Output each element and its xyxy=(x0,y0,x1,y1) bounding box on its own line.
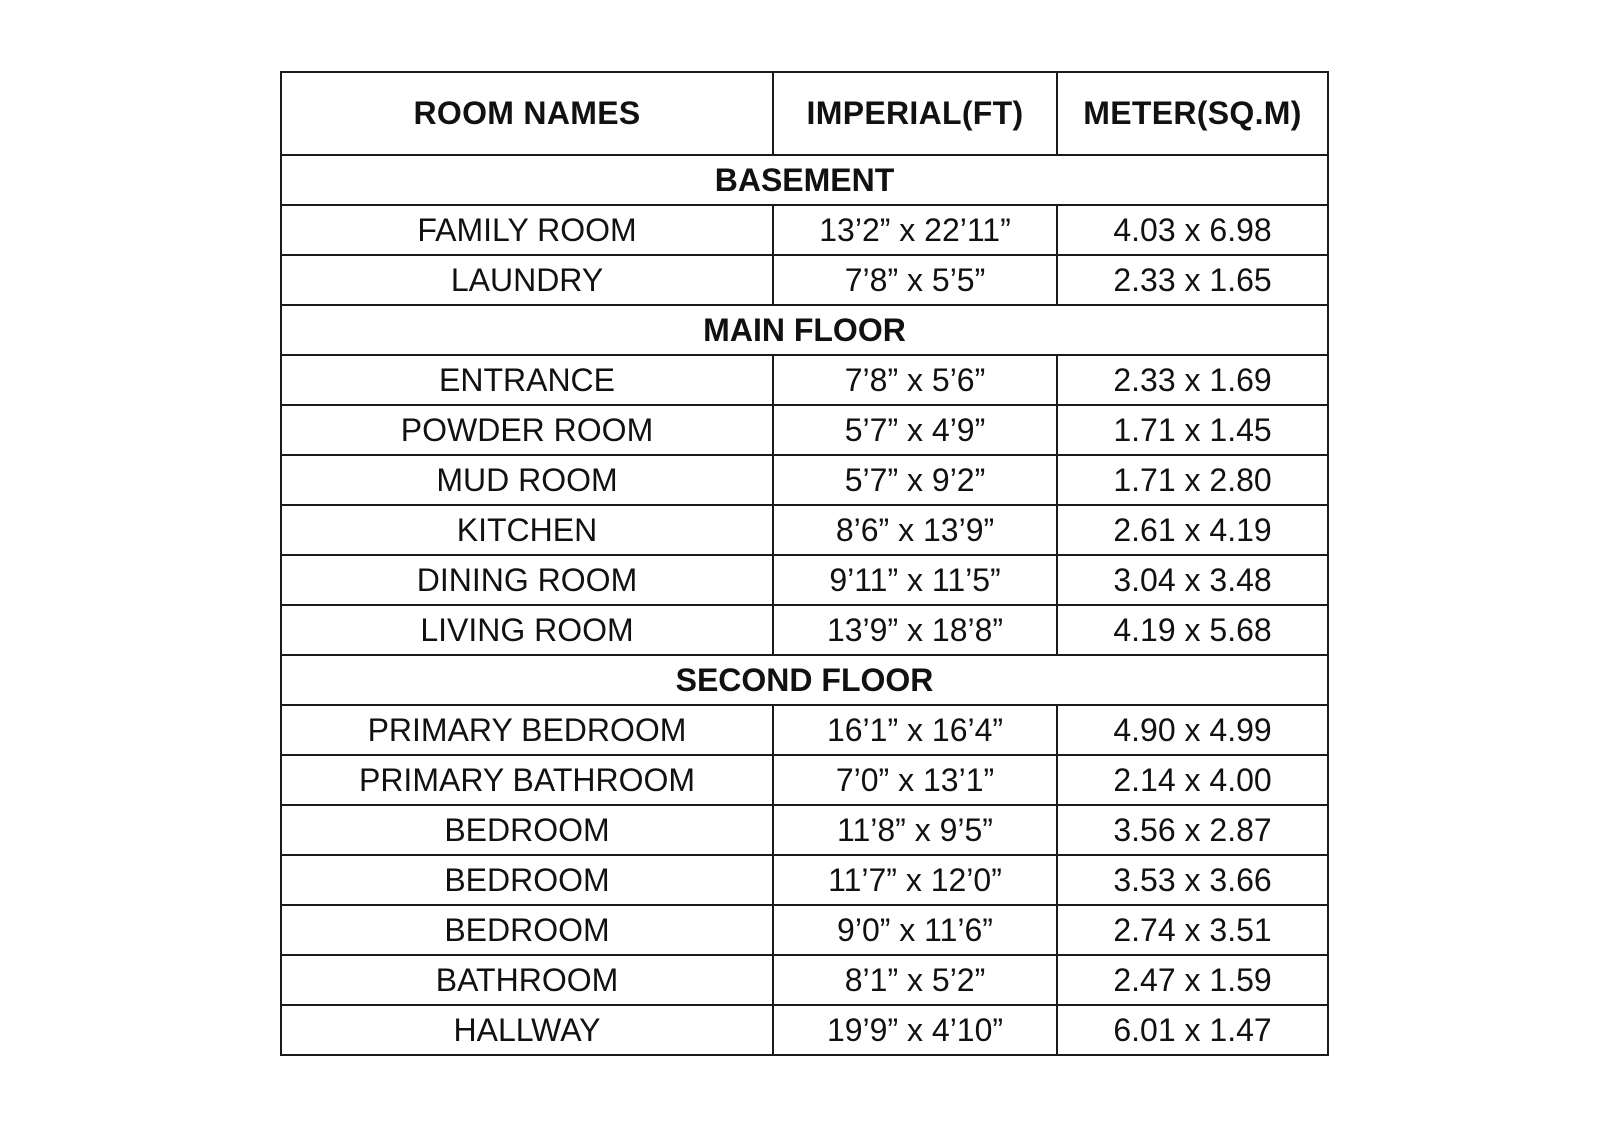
room-name-cell: BEDROOM xyxy=(281,855,773,905)
meter-cell: 2.33 x 1.69 xyxy=(1057,355,1328,405)
section-title: BASEMENT xyxy=(281,155,1328,205)
imperial-cell: 7’8” x 5’6” xyxy=(773,355,1057,405)
table-row xyxy=(281,255,1328,305)
section-title: MAIN FLOOR xyxy=(281,305,1328,355)
imperial-cell: 5’7” x 9’2” xyxy=(773,455,1057,505)
imperial-cell: 9’11” x 11’5” xyxy=(773,555,1057,605)
table-row xyxy=(281,405,1328,455)
meter-cell: 2.33 x 1.65 xyxy=(1057,255,1328,305)
meter-cell: 2.61 x 4.19 xyxy=(1057,505,1328,555)
room-name-cell: BEDROOM xyxy=(281,805,773,855)
room-name-cell: FAMILY ROOM xyxy=(281,205,773,255)
section-row-basement xyxy=(281,155,1328,205)
imperial-cell: 13’9” x 18’8” xyxy=(773,605,1057,655)
table-row xyxy=(281,555,1328,605)
meter-cell: 6.01 x 1.47 xyxy=(1057,1005,1328,1055)
room-name-cell: HALLWAY xyxy=(281,1005,773,1055)
meter-cell: 3.56 x 2.87 xyxy=(1057,805,1328,855)
header-room-names: ROOM NAMES xyxy=(281,72,773,155)
table-row xyxy=(281,1005,1328,1055)
imperial-cell: 5’7” x 4’9” xyxy=(773,405,1057,455)
imperial-cell: 16’1” x 16’4” xyxy=(773,705,1057,755)
meter-cell: 3.53 x 3.66 xyxy=(1057,855,1328,905)
section-title: SECOND FLOOR xyxy=(281,655,1328,705)
meter-cell: 3.04 x 3.48 xyxy=(1057,555,1328,605)
table-row xyxy=(281,755,1328,805)
room-dimensions-table xyxy=(280,71,1329,1056)
imperial-cell: 19’9” x 4’10” xyxy=(773,1005,1057,1055)
imperial-cell: 8’6” x 13’9” xyxy=(773,505,1057,555)
imperial-cell: 9’0” x 11’6” xyxy=(773,905,1057,955)
header-imperial: IMPERIAL(FT) xyxy=(773,72,1057,155)
room-name-cell: DINING ROOM xyxy=(281,555,773,605)
imperial-cell: 7’8” x 5’5” xyxy=(773,255,1057,305)
meter-cell: 2.47 x 1.59 xyxy=(1057,955,1328,1005)
room-name-cell: LAUNDRY xyxy=(281,255,773,305)
meter-cell: 2.14 x 4.00 xyxy=(1057,755,1328,805)
room-name-cell: POWDER ROOM xyxy=(281,405,773,455)
table-row xyxy=(281,855,1328,905)
section-row-main-floor xyxy=(281,305,1328,355)
meter-cell: 1.71 x 1.45 xyxy=(1057,405,1328,455)
table-row xyxy=(281,205,1328,255)
section-row-second-floor xyxy=(281,655,1328,705)
table-row xyxy=(281,705,1328,755)
meter-cell: 4.03 x 6.98 xyxy=(1057,205,1328,255)
room-name-cell: MUD ROOM xyxy=(281,455,773,505)
meter-cell: 4.19 x 5.68 xyxy=(1057,605,1328,655)
table-row xyxy=(281,905,1328,955)
table-header-row xyxy=(281,72,1328,155)
table-row xyxy=(281,955,1328,1005)
imperial-cell: 13’2” x 22’11” xyxy=(773,205,1057,255)
meter-cell: 1.71 x 2.80 xyxy=(1057,455,1328,505)
table-row xyxy=(281,805,1328,855)
meter-cell: 4.90 x 4.99 xyxy=(1057,705,1328,755)
imperial-cell: 11’7” x 12’0” xyxy=(773,855,1057,905)
table-row xyxy=(281,505,1328,555)
meter-cell: 2.74 x 3.51 xyxy=(1057,905,1328,955)
room-name-cell: KITCHEN xyxy=(281,505,773,555)
header-meter: METER(SQ.M) xyxy=(1057,72,1328,155)
imperial-cell: 11’8” x 9’5” xyxy=(773,805,1057,855)
table-row xyxy=(281,605,1328,655)
room-name-cell: BEDROOM xyxy=(281,905,773,955)
table-row xyxy=(281,455,1328,505)
room-name-cell: PRIMARY BATHROOM xyxy=(281,755,773,805)
room-name-cell: ENTRANCE xyxy=(281,355,773,405)
room-name-cell: LIVING ROOM xyxy=(281,605,773,655)
room-name-cell: BATHROOM xyxy=(281,955,773,1005)
room-name-cell: PRIMARY BEDROOM xyxy=(281,705,773,755)
imperial-cell: 8’1” x 5’2” xyxy=(773,955,1057,1005)
imperial-cell: 7’0” x 13’1” xyxy=(773,755,1057,805)
table-row xyxy=(281,355,1328,405)
